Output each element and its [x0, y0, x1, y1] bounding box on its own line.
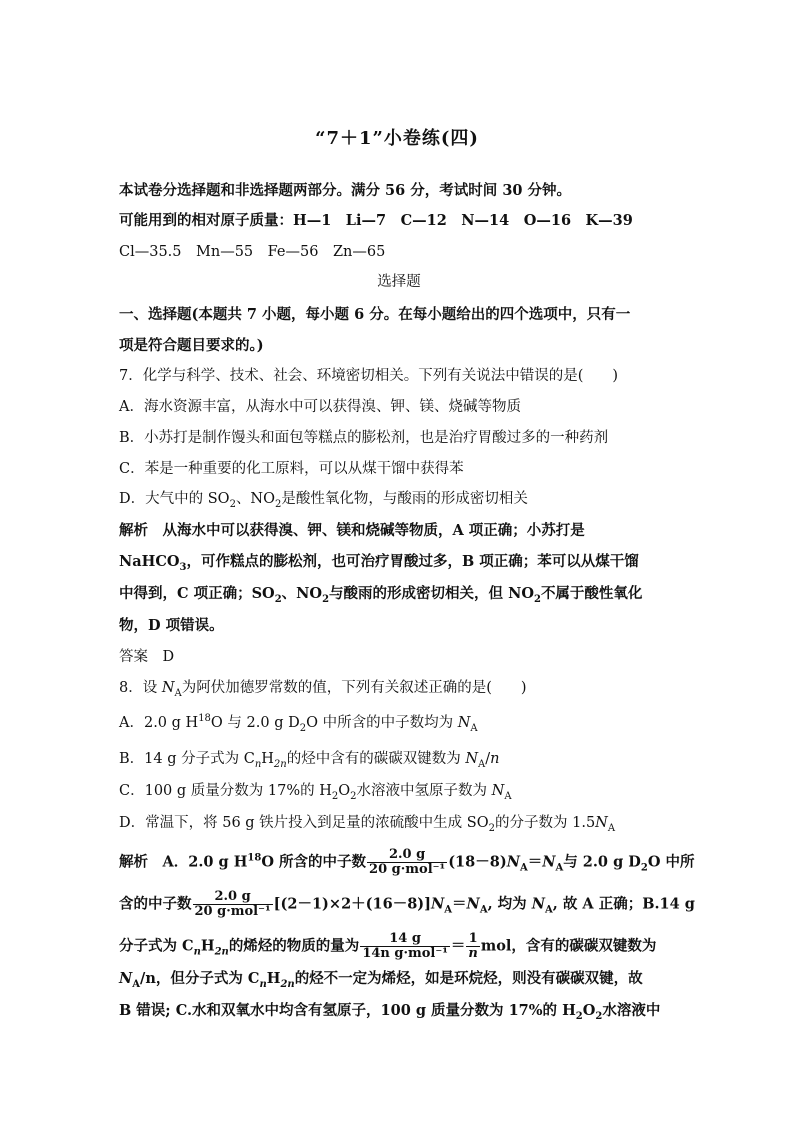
page-title: “7＋1”小卷练(四)	[315, 128, 479, 149]
intro-line-3: Cl—35.5 Mn—55 Fe—56 Zn—65	[119, 244, 386, 260]
q7-option-a: A．海水资源丰富，从海水中可以获得溴、钾、镁、烧碱等物质	[119, 399, 521, 415]
q7-option-c: C．苯是一种重要的化工原料，可以从煤干馏中获得苯	[119, 461, 464, 477]
q8-explanation-3: 分子式为 $C_nH_{2n}$的烯烃的物质的量为 $\frac{14 g}{\text{14n g·mol⁻¹}}$ ＝ $\frac{1}{n}$ mol，含有的碳碳双键数为	[119, 931, 657, 961]
q8-option-b: B．14 g 分子式为 $C_nH_{2n}$的烃中含有的碳碳双键数为 $N_A/n$	[119, 751, 500, 770]
q7-answer: 答案 D	[119, 649, 175, 665]
fraction: $\frac{14 g}{\text{14n g·mol⁻¹}}$	[362, 931, 448, 961]
q7-explanation-2: NaHCO$_3$，可作糕点的膨松剂，也可治疗胃酸过多，B 项正确；苯可以从煤干馏	[119, 553, 639, 573]
q8-explanation-5: B 错误; C.水和双氧水中均含有氢原子，100 g 质量分数为 17%的 $H_2O_2$水溶液中	[119, 1002, 661, 1022]
q7-explanation-3: 中得到，C 项正确；$SO_2$、$NO_2$与酸雨的形成密切相关，但 $NO_2$不属于酸性氧化	[119, 585, 643, 605]
q8-option-c: C．100 g 质量分数为 17%的 $H_2O_2$水溶液中氢原子数为 $N_A$	[119, 783, 512, 802]
q7-stem: 7．化学与科学、技术、社会、环境密切相关。下列有关说法中错误的是( )	[119, 368, 619, 384]
q8-explanation-4: $N_A/n$，但分子式为 $C_nH_{2n}$的烃不一定为烯烃，如是环烷烃，则没有碳碳双键，故	[119, 970, 643, 990]
q8-explanation-1: 解析 A．2.0 g $H^{18}O$ 所含的中子数 $\frac{2.0 g}{\text{20 g·mol⁻¹}}$ $(18-8)N_A=N_A$与 2.0 g $D_2O$ 中所	[119, 847, 695, 877]
q8-option-d: D．常温下，将 56 g 铁片投入到足量的浓硫酸中生成 $SO_2$的分子数为 $1.5N_A$	[119, 815, 616, 834]
fraction: $\frac{2.0 g}{\text{20 g·mol⁻¹}}$	[194, 889, 271, 919]
q7-option-d: D．大气中的 $SO_2$、$NO_2$是酸性氧化物，与酸雨的形成密切相关	[119, 491, 528, 510]
q7-option-b: B．小苏打是制作馒头和面包等糕点的膨松剂，也是治疗胃酸过多的一种药剂	[119, 430, 609, 446]
fraction: $\frac{2.0 g}{\text{20 g·mol⁻¹}}$	[369, 847, 446, 877]
intro-line-1: 本试卷分选择题和非选择题两部分。满分 56 分，考试时间 30 分钟。	[119, 182, 572, 199]
q8-option-a: A．2.0 g $H^{18}O$ 与 2.0 g $D_2O$ 中所含的中子数均为 $N_A$	[119, 713, 478, 734]
section-heading: 选择题	[377, 274, 421, 290]
q7-explanation-4: 物，D 项错误。	[119, 617, 224, 634]
part1-line-1: 一、选择题(本题共 7 小题，每小题 6 分。在每小题给出的四个选项中，只有一	[119, 306, 631, 323]
q7-explanation-1: 解析 从海水中可以获得溴、钾、镁和烧碱等物质，A 项正确；小苏打是	[119, 522, 585, 539]
intro-line-2: 可能用到的相对原子质量：H—1 Li—7 C—12 N—14 O—16 K—39	[119, 212, 633, 229]
fraction: $\frac{1}{n}$	[468, 931, 478, 961]
q8-explanation-2: 含的中子数 $\frac{2.0 g}{\text{20 g·mol⁻¹}}$ $[(2-1)\times 2+(16-8)]N_A=N_A$, 均为 $N_A$, 故 A 正确；B.14 g	[119, 889, 695, 919]
q8-stem: 8．设 $N_A$为阿伏加德罗常数的值，下列有关叙述正确的是( )	[119, 680, 527, 699]
part1-line-2: 项是符合题目要求的。)	[119, 337, 264, 354]
